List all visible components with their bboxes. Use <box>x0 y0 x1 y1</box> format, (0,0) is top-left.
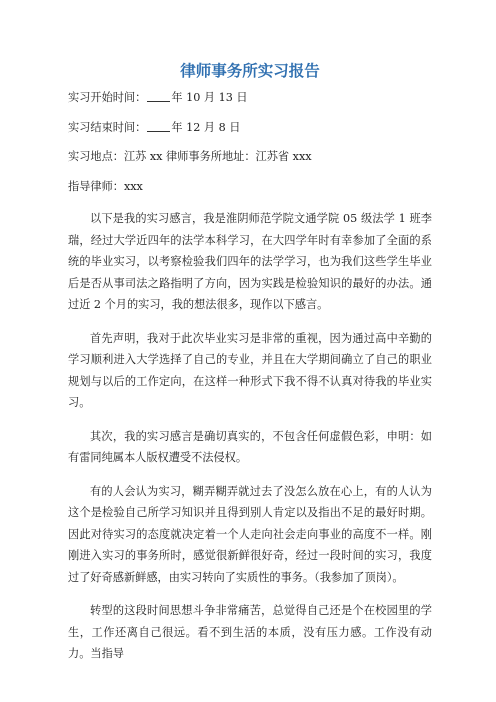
paragraph-attitude: 有的人会认为实习，糊弄糊弄就过去了没怎么放在心上，有的人认为这个是检验自己所学习知识并且得到别人肯定以及指出不足的最好时期。因此对待实习的态度就决定着一个人走向社会走向事业的高度不一样。刚刚进入实习的事务所时，感觉很新鲜很好奇，经过一段时间的实习，我度过了好奇感新鲜感，由实习转向了实质性的事务。（我参加了顶岗）。 <box>68 484 432 584</box>
paragraph-statement: 首先声明，我对于此次毕业实习是非常的重视，因为通过高中辛勤的学习顺利进入大学选择了自己的专业，并且在大学期间确立了自己的职业规划与以后的工作定向，在这样一种形式下我不得不认真对待我的毕业实习。 <box>68 331 432 409</box>
end-time-line <box>68 120 432 136</box>
start-time-value: 年 10 月 13 日 <box>171 91 248 104</box>
end-year-blank <box>147 121 170 132</box>
start-year-blank <box>147 91 170 102</box>
location-line: 实习地点：江苏 xx 律师事务所地址：江苏省 xxx <box>68 150 312 163</box>
mentor-line: 指导律师：xxx <box>68 179 143 193</box>
end-time-label: 实习结束时间： <box>68 120 147 134</box>
end-time-value: 年 12 月 8 日 <box>171 120 241 134</box>
start-time-label: 实习开始时间： <box>68 91 147 104</box>
paragraph-transition: 转型的这段时间思想斗争非常痛苦，总觉得自己还是个在校园里的学生，工作还离自己很远。看不到生活的本质，没有压力感。工作没有动力。当指导 <box>68 604 432 660</box>
document-title: 律师事务所实习报告 <box>180 62 320 80</box>
paragraph-intro: 以下是我的实习感言，我是淮阴师范学院文通学院 05 级法学 1 班李瑞，经过大学近四年的法学本科学习，在大四学年时有幸参加了全面的系统的毕业实习，以考察检验我们四年的法学学习，也为我们这些学生毕业后是否从事司法之路指明了方向，因为实践是检验知识的最好的办法。通过近 2 个月的实习，我的想法很多，现作以下感言。 <box>68 212 432 311</box>
paragraph-authenticity: 其次，我的实习感言是确切真实的，不包含任何虚假色彩，申明：如有雷同纯属本人版权遭受不法侵权。 <box>68 429 432 464</box>
start-time-line <box>68 90 432 106</box>
